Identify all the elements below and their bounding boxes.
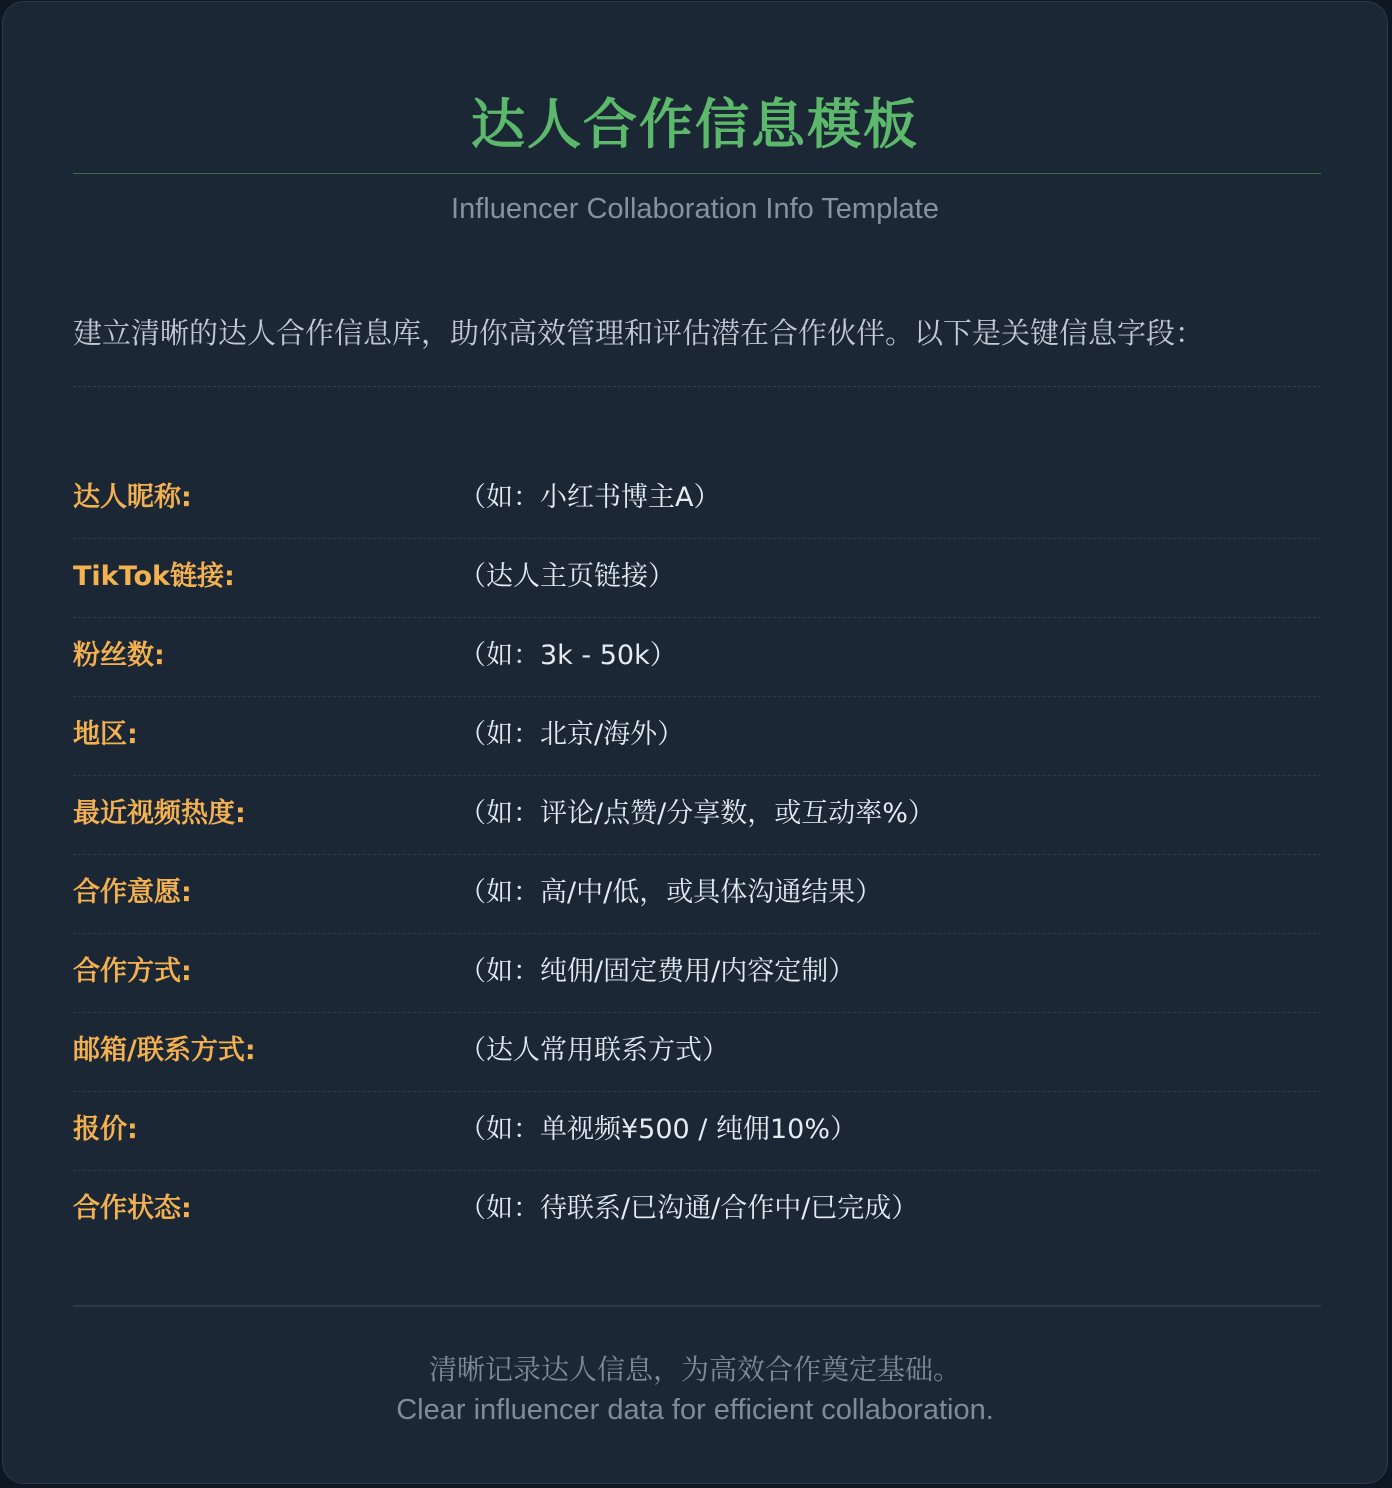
field-label: 邮箱/联系方式: [73,1035,256,1066]
field-label: 合作意愿: [73,877,192,908]
field-label: TikTok链接: [73,561,235,592]
field-value: （如：待联系/已沟通/合作中/已完成） [459,1193,919,1224]
field-label: 合作状态: [73,1193,192,1224]
intro-divider [73,386,1321,387]
field-value: （达人常用联系方式） [459,1035,729,1066]
field-value: （如：高/中/低，或具体沟通结果） [459,877,883,908]
field-row-price [73,1092,1321,1171]
intro-text: 建立清晰的达人合作信息库，助你高效管理和评估潜在合作伙伴。以下是关键信息字段： [73,316,1205,350]
footer [3,1350,1387,1430]
field-label: 报价: [73,1114,138,1145]
field-label: 达人昵称: [73,482,192,513]
footer-text-en: Clear influencer data for efficient collaboration. [396,1394,994,1426]
field-value: （如：纯佣/固定费用/内容定制） [459,956,856,987]
field-row-status [73,1171,1321,1250]
field-value: （如：单视频¥500 / 纯佣10%） [459,1114,857,1145]
field-list [73,460,1321,1250]
field-label: 合作方式: [73,956,192,987]
field-value: （如：评论/点赞/分享数，或互动率%） [459,798,935,829]
field-label: 最近视频热度: [73,798,246,829]
field-row-video-engagement [73,776,1321,855]
page-subtitle: Influencer Collaboration Info Template [451,193,939,225]
field-label: 粉丝数: [73,640,165,671]
field-label: 地区: [73,719,138,750]
field-row-contact [73,1013,1321,1092]
footer-divider [73,1305,1321,1307]
field-row-willingness [73,855,1321,934]
field-value: （如：3k - 50k） [459,640,677,671]
field-row-region [73,697,1321,776]
page-title: 达人合作信息模板 [471,93,919,156]
template-card [2,1,1388,1484]
field-value: （达人主页链接） [459,561,675,592]
field-row-nickname [73,460,1321,539]
field-value: （如：北京/海外） [459,719,685,750]
field-value: （如：小红书博主A） [459,482,721,513]
field-row-collab-mode [73,934,1321,1013]
title-divider [73,173,1321,174]
footer-text-zh: 清晰记录达人信息，为高效合作奠定基础。 [428,1353,961,1386]
field-row-followers [73,618,1321,697]
field-row-tiktok-link [73,539,1321,618]
